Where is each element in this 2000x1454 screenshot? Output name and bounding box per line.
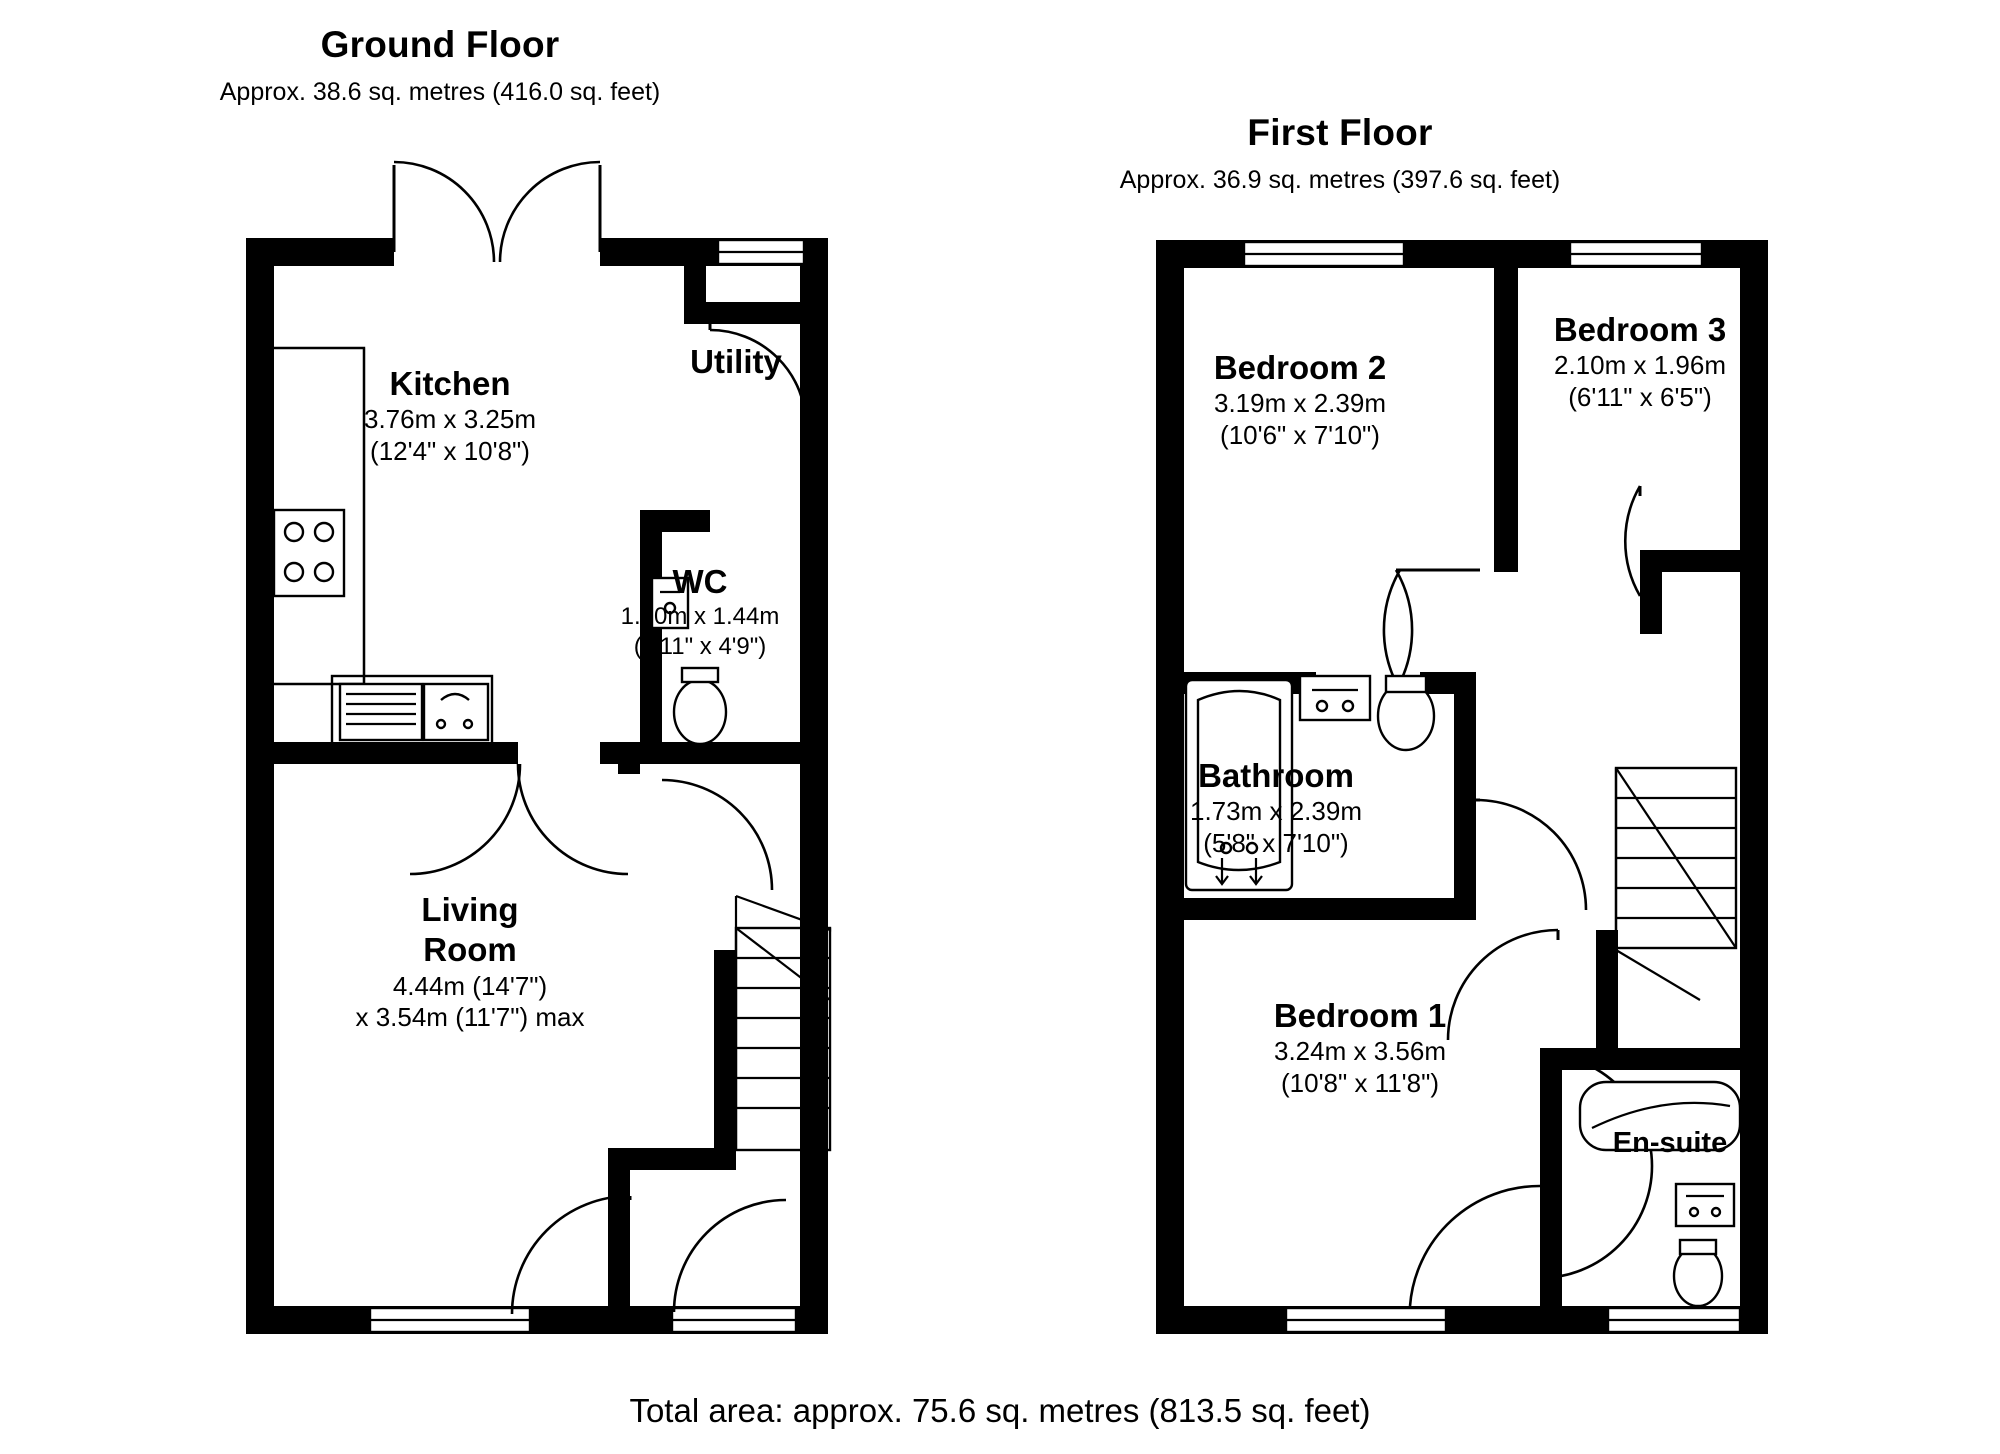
wall-hall-bottom-left (608, 1148, 630, 1306)
room-living-name-line1: Living (421, 891, 519, 928)
door-bedroom-3 (1625, 486, 1640, 596)
room-bedroom-3-dim-m: 2.10m x 1.96m (1554, 350, 1726, 381)
ground-floor-title: Ground Floor (320, 24, 560, 65)
bathroom-basin (1300, 676, 1370, 720)
wall-wc-top (640, 510, 710, 532)
room-ensuite (1560, 1126, 1780, 1161)
wall-hall-living (600, 742, 660, 764)
wall-landing-right (1596, 930, 1618, 1056)
room-wc-name: WC (672, 563, 728, 600)
kitchen-appliance (340, 684, 422, 740)
door-kitchen (410, 764, 520, 874)
first-floor-title: First Floor (1247, 112, 1433, 153)
room-utility-name: Utility (690, 343, 782, 380)
wall-bathroom-right (1454, 672, 1476, 910)
room-bedroom-2-dim-m: 3.19m x 2.39m (1214, 388, 1386, 419)
room-wc (580, 562, 820, 661)
room-kitchen-dim-ft: (12'4" x 10'8") (370, 435, 530, 466)
room-kitchen (270, 364, 630, 468)
room-ensuite-name: En-suite (1612, 1127, 1728, 1159)
room-kitchen-name: Kitchen (389, 365, 511, 402)
room-bedroom-2 (1120, 348, 1480, 452)
room-bedroom-1 (1180, 996, 1540, 1100)
ground-floor-subtitle: Approx. 38.6 sq. metres (416.0 sq. feet) (219, 78, 661, 106)
wall-ensuite-left (1540, 1048, 1562, 1306)
total-area-text: Total area: approx. 75.6 sq. metres (813.5 sq. feet) (629, 1392, 1371, 1429)
room-bedroom-1-name: Bedroom 1 (1273, 997, 1447, 1034)
room-utility (636, 342, 836, 382)
ensuite-basin (1676, 1184, 1734, 1226)
room-bathroom-dim-ft: (5'8" x 7'10") (1203, 827, 1349, 858)
room-bedroom-2-dim-ft: (10'6" x 7'10") (1220, 419, 1380, 450)
room-bathroom-dim-m: 1.73m x 2.39m (1190, 796, 1362, 827)
room-bathroom (1096, 756, 1456, 860)
wall-utility-bottom (684, 302, 828, 324)
first-floor-subtitle: Approx. 36.9 sq. metres (397.6 sq. feet) (1119, 166, 1561, 194)
room-bedroom-1-dim-m: 3.24m x 3.56m (1274, 1036, 1446, 1067)
room-bedroom-3-name: Bedroom 3 (1553, 311, 1727, 348)
wc-toilet (674, 680, 726, 744)
kitchen-sink (424, 684, 488, 740)
door-wc (662, 780, 772, 890)
room-bedroom-2-name: Bedroom 2 (1213, 349, 1387, 386)
stairs-first (1616, 768, 1736, 1000)
ground-floor-plan (246, 162, 830, 1334)
room-living-dim-m: 4.44m (14'7") (392, 970, 548, 1001)
room-living (280, 890, 660, 1034)
room-wc-dim-ft: (5'11" x 4'9") (633, 632, 767, 660)
door-bathroom (1476, 800, 1586, 910)
kitchen-hob (274, 510, 344, 596)
wall-top-left (246, 238, 394, 266)
wall-stair-left (714, 950, 736, 1170)
room-wc-dim-m: 1.80m x 1.44m (620, 603, 780, 631)
wall-hall-stub (618, 764, 640, 774)
room-bathroom-name: Bathroom (1198, 757, 1354, 794)
door-bedroom-2 (1396, 570, 1412, 690)
room-living-dim-ft: x 3.54m (11'7") max (355, 1002, 585, 1033)
room-bedroom-3-dim-ft: (6'11" x 6'5") (1568, 381, 1712, 412)
wall-bathroom-bottom (1156, 898, 1476, 920)
door-rear (674, 1200, 786, 1312)
room-bedroom-3 (1450, 310, 1830, 414)
door-bedroom1-entry (1410, 1186, 1540, 1306)
room-bedroom-1-dim-ft: (10'8" x 11'8") (1281, 1067, 1439, 1098)
room-kitchen-dim-m: 3.76m x 3.25m (364, 404, 536, 435)
room-living-name-line2: Room (423, 931, 517, 969)
